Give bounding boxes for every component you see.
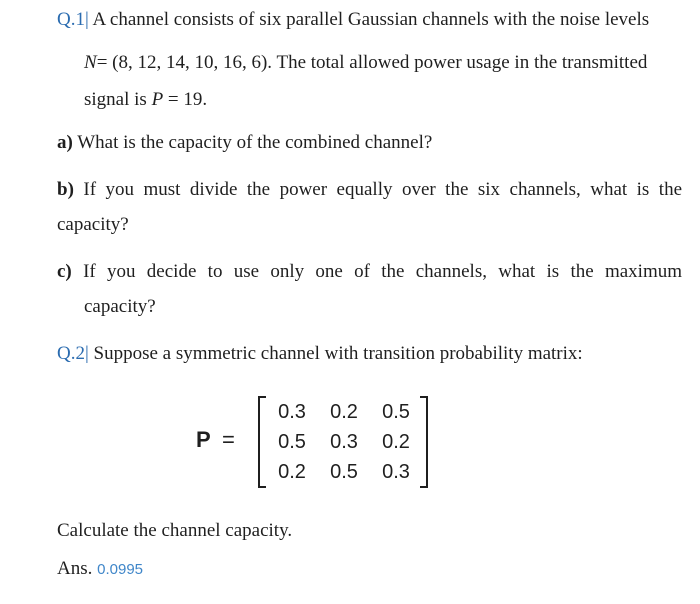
q1-part-c-line-2 <box>84 295 156 319</box>
q1-part-b-line-1 <box>57 178 682 202</box>
q1-part-b-text-2: capacity? <box>57 214 129 235</box>
matrix-cell: 0.5 <box>382 400 410 423</box>
q1-part-a <box>57 131 432 155</box>
matrix-label: P <box>196 427 211 452</box>
answer-line <box>57 557 143 582</box>
q1-part-c-line-1 <box>57 260 682 284</box>
matrix-equals: = <box>222 427 235 452</box>
matrix-cell: 0.5 <box>278 430 306 453</box>
q2-line-1 <box>57 342 583 366</box>
matrix-cell: 0.2 <box>278 460 306 483</box>
q1-line-3-pre: signal is <box>84 89 152 110</box>
matrix-left-bracket <box>258 396 266 488</box>
q1-part-b-line-2 <box>57 213 129 237</box>
answer-label: Ans. <box>57 558 93 579</box>
matrix-row <box>266 427 422 457</box>
q1-part-b-text-1: If you must divide the power equally over the six channels, what is the <box>83 179 682 200</box>
matrix-row <box>266 457 422 487</box>
matrix-cell: 0.3 <box>278 400 306 423</box>
q1-noise-variable: N <box>84 52 97 73</box>
q1-line-1 <box>57 8 649 32</box>
q1-part-a-text: What is the capacity of the combined channel? <box>77 132 433 153</box>
q2-calc-line <box>57 519 292 543</box>
answer-value: 0.0995 <box>97 561 144 578</box>
q1-line-2 <box>84 51 647 75</box>
q1-line-3-post: = 19. <box>163 89 208 110</box>
q1-power-variable: P <box>151 89 164 110</box>
matrix-grid <box>266 397 422 487</box>
matrix-right-bracket <box>420 396 428 488</box>
q2-number: Q.2| <box>57 343 89 364</box>
q1-part-c-text-1: If you decide to use only one of the channels, what is the maximum <box>83 261 682 282</box>
q1-line-3 <box>84 88 207 112</box>
q1-part-c-label: c) <box>57 261 72 282</box>
matrix-row <box>266 397 422 427</box>
matrix-cell: 0.2 <box>330 400 358 423</box>
matrix-cell: 0.2 <box>382 430 410 453</box>
transition-matrix <box>196 396 436 490</box>
q1-line-2-text: = (8, 12, 14, 10, 16, 6). The total allowed power usage in the transmitted <box>96 52 648 73</box>
q1-line-1-text: A channel consists of six parallel Gaussian channels with the noise levels <box>92 9 650 30</box>
q1-part-c-text-2: capacity? <box>84 296 156 317</box>
q1-part-a-label: a) <box>57 132 73 153</box>
matrix-cell: 0.3 <box>330 430 358 453</box>
matrix-cell: 0.5 <box>330 460 358 483</box>
matrix-cell: 0.3 <box>382 460 410 483</box>
q2-text: Suppose a symmetric channel with transition probability matrix: <box>93 343 583 364</box>
q2-calc-text: Calculate the channel capacity. <box>57 520 293 541</box>
q1-part-b-label: b) <box>57 179 74 200</box>
q1-number: Q.1| <box>57 9 89 30</box>
